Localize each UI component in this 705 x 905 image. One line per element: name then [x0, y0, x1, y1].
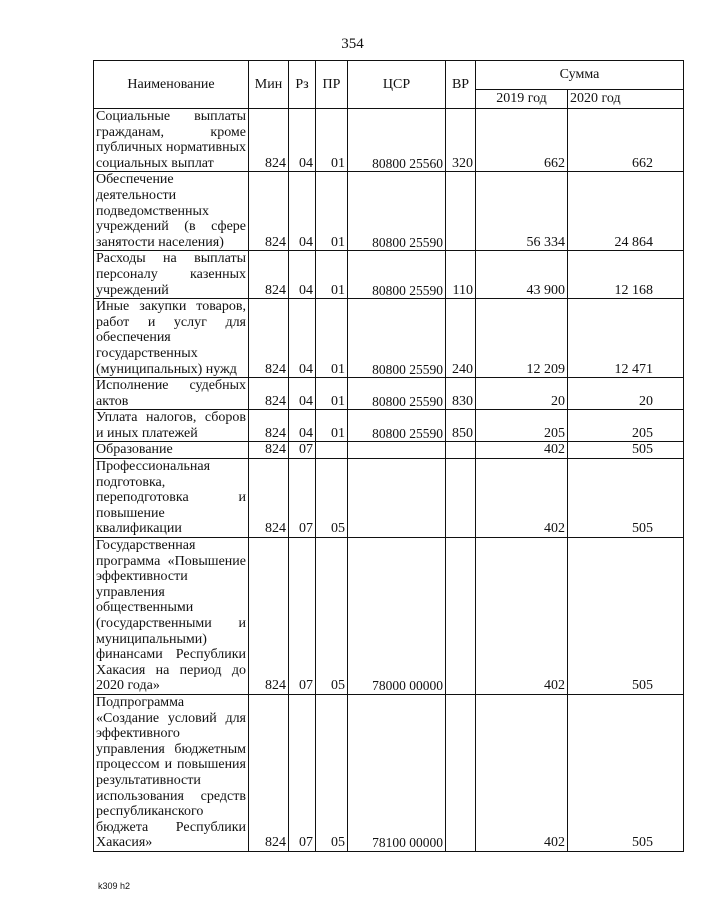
- row-min: 824: [249, 251, 289, 299]
- row-vr: 110: [446, 251, 476, 299]
- row-name: Обеспечение деятельности подведомственных учреждений (в сфере занятости населения): [94, 172, 249, 251]
- table-row: [94, 251, 684, 299]
- row-rz: 04: [289, 109, 316, 172]
- row-name: Образование: [94, 442, 249, 459]
- table-row: [94, 109, 684, 172]
- row-rz: 04: [289, 410, 316, 442]
- row-sum-2019: 56 334: [476, 172, 568, 251]
- table-row: [94, 299, 684, 378]
- row-rz: 07: [289, 538, 316, 695]
- row-sum-2019: 402: [476, 459, 568, 538]
- row-rz: 04: [289, 378, 316, 410]
- row-rz: 07: [289, 694, 316, 851]
- header-name: Наименование: [94, 61, 249, 109]
- row-sum-2020: 662: [568, 109, 684, 172]
- row-csr: 80800 25590: [348, 410, 446, 442]
- header-sum: Сумма: [476, 61, 684, 90]
- table-row: [94, 172, 684, 251]
- row-rz: 07: [289, 459, 316, 538]
- row-sum-2020: 24 864: [568, 172, 684, 251]
- row-sum-2019: 402: [476, 442, 568, 459]
- header-rz: Рз: [289, 61, 316, 109]
- row-sum-2020: 505: [568, 538, 684, 695]
- row-min: 824: [249, 378, 289, 410]
- budget-table-container: [93, 60, 653, 852]
- row-vr: [446, 538, 476, 695]
- row-sum-2019: 662: [476, 109, 568, 172]
- header-csr: ЦСР: [348, 61, 446, 109]
- row-min: 824: [249, 694, 289, 851]
- header-year-2019: 2019 год: [476, 90, 568, 109]
- row-vr: 830: [446, 378, 476, 410]
- row-vr: [446, 172, 476, 251]
- row-sum-2020: 20: [568, 378, 684, 410]
- table-row: [94, 538, 684, 695]
- row-pr: 01: [316, 299, 348, 378]
- row-name: Профессиональная подготовка, переподготовка и повышение квалификации: [94, 459, 249, 538]
- row-csr: 80800 25590: [348, 378, 446, 410]
- row-csr: 80800 25590: [348, 251, 446, 299]
- row-sum-2019: 205: [476, 410, 568, 442]
- table-row: [94, 459, 684, 538]
- row-min: 824: [249, 459, 289, 538]
- row-pr: 01: [316, 109, 348, 172]
- table-row: [94, 442, 684, 459]
- row-vr: [446, 442, 476, 459]
- row-sum-2020: 12 471: [568, 299, 684, 378]
- row-sum-2019: 43 900: [476, 251, 568, 299]
- row-rz: 04: [289, 251, 316, 299]
- budget-table: [93, 60, 684, 852]
- row-rz: 04: [289, 299, 316, 378]
- row-pr: 05: [316, 694, 348, 851]
- row-sum-2019: 12 209: [476, 299, 568, 378]
- row-sum-2019: 402: [476, 538, 568, 695]
- row-pr: 05: [316, 538, 348, 695]
- row-rz: 07: [289, 442, 316, 459]
- row-name: Расходы на выплаты персоналу казенных учреждений: [94, 251, 249, 299]
- row-name: Иные закупки товаров, работ и услуг для обеспечения государственных (муниципальных) нужд: [94, 299, 249, 378]
- page-number: 354: [341, 36, 364, 52]
- row-pr: 01: [316, 378, 348, 410]
- row-pr: 01: [316, 251, 348, 299]
- row-vr: 320: [446, 109, 476, 172]
- table-row: [94, 694, 684, 851]
- row-min: 824: [249, 410, 289, 442]
- row-pr: 05: [316, 459, 348, 538]
- row-sum-2019: 402: [476, 694, 568, 851]
- row-csr: [348, 459, 446, 538]
- row-vr: [446, 694, 476, 851]
- row-name: Подпрограмма «Создание условий для эффективного управления бюджетным процессом и повышения результативности использования средств республиканского бюджета Республики Хакасия»: [94, 694, 249, 851]
- row-pr: 01: [316, 410, 348, 442]
- row-name: Государственная программа «Повышение эффективности управления общественными (государственными и муниципальными) финансами Республики Хакасия на период до 2020 года»: [94, 538, 249, 695]
- row-name: Исполнение судебных актов: [94, 378, 249, 410]
- row-vr: 240: [446, 299, 476, 378]
- row-pr: [316, 442, 348, 459]
- row-sum-2020: 12 168: [568, 251, 684, 299]
- row-name: Социальные выплаты гражданам, кроме публичных нормативных социальных выплат: [94, 109, 249, 172]
- table-row: [94, 378, 684, 410]
- row-csr: 80800 25560: [348, 109, 446, 172]
- row-sum-2020: 505: [568, 459, 684, 538]
- row-csr: [348, 442, 446, 459]
- row-min: 824: [249, 109, 289, 172]
- row-csr: 80800 25590: [348, 299, 446, 378]
- row-rz: 04: [289, 172, 316, 251]
- row-vr: [446, 459, 476, 538]
- row-csr: 80800 25590: [348, 172, 446, 251]
- row-min: 824: [249, 442, 289, 459]
- row-sum-2019: 20: [476, 378, 568, 410]
- header-min: Мин: [249, 61, 289, 109]
- row-csr: 78000 00000: [348, 538, 446, 695]
- footer-code: k309 h2: [98, 881, 131, 891]
- row-name: Уплата налогов, сборов и иных платежей: [94, 410, 249, 442]
- row-min: 824: [249, 299, 289, 378]
- row-sum-2020: 205: [568, 410, 684, 442]
- table-row: [94, 410, 684, 442]
- row-min: 824: [249, 172, 289, 251]
- header-pr: ПР: [316, 61, 348, 109]
- row-csr: 78100 00000: [348, 694, 446, 851]
- row-sum-2020: 505: [568, 694, 684, 851]
- row-sum-2020: 505: [568, 442, 684, 459]
- header-vr: ВР: [446, 61, 476, 109]
- row-vr: 850: [446, 410, 476, 442]
- row-min: 824: [249, 538, 289, 695]
- header-year-2020: 2020 год: [568, 90, 684, 109]
- row-pr: 01: [316, 172, 348, 251]
